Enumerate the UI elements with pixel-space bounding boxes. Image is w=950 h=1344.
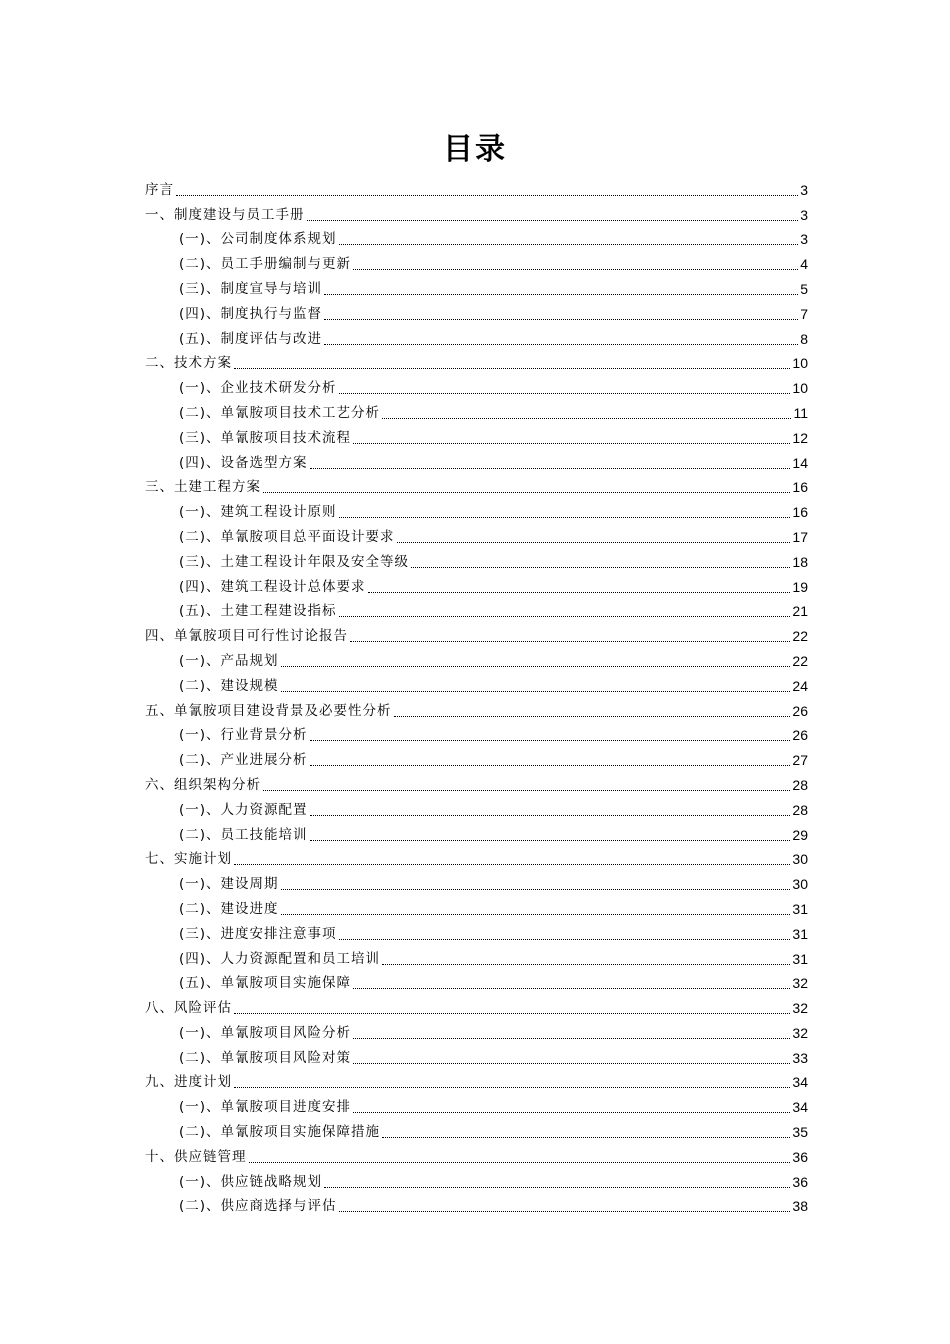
- toc-dot-leader: [339, 517, 791, 518]
- toc-section-entry[interactable]: [145, 744, 808, 769]
- toc-section-entry[interactable]: [145, 496, 808, 521]
- toc-entry-label: (一)、人力资源配置: [179, 801, 308, 818]
- toc-chapter-entry[interactable]: [145, 844, 808, 869]
- toc-dot-leader: [353, 1063, 790, 1064]
- toc-entry-label: (一)、建设周期: [179, 876, 279, 893]
- toc-chapter-entry[interactable]: [145, 992, 808, 1017]
- toc-entry-label: (二)、单氰胺项目实施保障措施: [179, 1124, 381, 1141]
- toc-entry-label: (二)、产业进展分析: [179, 752, 308, 769]
- toc-entry-label: (一)、供应链战略规划: [179, 1173, 323, 1190]
- toc-entry-page-number: 28: [792, 776, 808, 793]
- toc-section-entry[interactable]: [145, 521, 808, 546]
- toc-section-entry[interactable]: [145, 372, 808, 397]
- toc-entry-page-number: 10: [792, 380, 808, 397]
- toc-dot-leader: [249, 1162, 791, 1163]
- toc-entry-page-number: 5: [800, 280, 808, 297]
- toc-dot-leader: [263, 492, 790, 493]
- toc-entry-label: (四)、人力资源配置和员工培训: [179, 950, 381, 967]
- toc-section-entry[interactable]: [145, 1166, 808, 1191]
- toc-dot-leader: [339, 939, 791, 940]
- toc-entry-page-number: 33: [792, 1049, 808, 1066]
- toc-dot-leader: [382, 1137, 790, 1138]
- toc-entry-page-number: 16: [792, 504, 808, 521]
- toc-dot-leader: [368, 592, 791, 593]
- toc-entry-page-number: 18: [792, 553, 808, 570]
- toc-dot-leader: [281, 691, 791, 692]
- toc-entry-label: (五)、单氰胺项目实施保障: [179, 975, 352, 992]
- toc-entry-page-number: 22: [792, 628, 808, 645]
- toc-entry-label: (一)、建筑工程设计原则: [179, 504, 337, 521]
- toc-entry-label: (二)、单氰胺项目风险对策: [179, 1049, 352, 1066]
- toc-entry-label: (一)、企业技术研发分析: [179, 380, 337, 397]
- toc-entry-page-number: 28: [792, 801, 808, 818]
- toc-entry-page-number: 3: [800, 231, 808, 248]
- toc-dot-leader: [353, 1038, 790, 1039]
- toc-dot-leader: [176, 195, 798, 196]
- toc-dot-leader: [234, 864, 790, 865]
- toc-section-entry[interactable]: [145, 571, 808, 596]
- toc-entry-page-number: 30: [792, 876, 808, 893]
- toc-entry-page-number: 29: [792, 826, 808, 843]
- toc-entry-page-number: 14: [792, 454, 808, 471]
- toc-entry-label: (二)、员工技能培训: [179, 826, 308, 843]
- toc-section-entry[interactable]: [145, 224, 808, 249]
- toc-dot-leader: [234, 1013, 790, 1014]
- toc-dot-leader: [310, 468, 791, 469]
- toc-entry-label: (一)、公司制度体系规划: [179, 231, 337, 248]
- toc-dot-leader: [339, 393, 791, 394]
- toc-section-entry[interactable]: [145, 422, 808, 447]
- toc-entry-page-number: 22: [792, 652, 808, 669]
- toc-entry-page-number: 21: [792, 603, 808, 620]
- toc-entry-page-number: 12: [792, 429, 808, 446]
- toc-entry-page-number: 11: [793, 404, 808, 421]
- toc-entry-label: 七、实施计划: [145, 851, 232, 868]
- toc-entry-label: (一)、单氰胺项目进度安排: [179, 1099, 352, 1116]
- toc-section-entry[interactable]: [145, 1042, 808, 1067]
- toc-dot-leader: [353, 988, 790, 989]
- toc-dot-leader: [350, 641, 790, 642]
- toc-section-entry[interactable]: [145, 1116, 808, 1141]
- toc-section-entry[interactable]: [145, 323, 808, 348]
- toc-entry-label: 五、单氰胺项目建设背景及必要性分析: [145, 702, 392, 719]
- toc-entry-label: 四、单氰胺项目可行性讨论报告: [145, 628, 348, 645]
- toc-entry-label: (五)、土建工程建设指标: [179, 603, 337, 620]
- toc-section-entry[interactable]: [145, 819, 808, 844]
- toc-entry-page-number: 4: [800, 256, 808, 273]
- toc-section-entry[interactable]: [145, 943, 808, 968]
- toc-entry-label: (二)、单氰胺项目技术工艺分析: [179, 404, 381, 421]
- toc-entry-label: (二)、建设规模: [179, 677, 279, 694]
- toc-dot-leader: [353, 443, 790, 444]
- toc-dot-leader: [353, 1112, 790, 1113]
- toc-entry-page-number: 16: [792, 479, 808, 496]
- toc-section-entry[interactable]: [145, 546, 808, 571]
- toc-dot-leader: [394, 716, 791, 717]
- toc-dot-leader: [307, 220, 799, 221]
- toc-section-entry[interactable]: [145, 596, 808, 621]
- toc-chapter-entry[interactable]: [145, 695, 808, 720]
- toc-entry-page-number: 30: [792, 851, 808, 868]
- toc-entry-page-number: 26: [792, 727, 808, 744]
- toc-dot-leader: [310, 740, 791, 741]
- toc-entry-page-number: 31: [792, 900, 808, 917]
- toc-dot-leader: [339, 244, 799, 245]
- toc-chapter-entry[interactable]: [145, 174, 808, 199]
- toc-chapter-entry[interactable]: [145, 1067, 808, 1092]
- toc-entry-page-number: 19: [792, 578, 808, 595]
- toc-entry-page-number: 24: [792, 677, 808, 694]
- toc-dot-leader: [234, 368, 790, 369]
- toc-entry-page-number: 34: [792, 1074, 808, 1091]
- toc-entry-label: 九、进度计划: [145, 1074, 232, 1091]
- toc-entry-page-number: 32: [792, 1000, 808, 1017]
- toc-entry-page-number: 3: [800, 206, 808, 223]
- toc-chapter-entry[interactable]: [145, 1141, 808, 1166]
- toc-entry-page-number: 32: [792, 975, 808, 992]
- toc-entry-label: 八、风险评估: [145, 1000, 232, 1017]
- toc-section-entry[interactable]: [145, 1191, 808, 1216]
- toc-entry-page-number: 36: [792, 1173, 808, 1190]
- toc-entry-page-number: 38: [792, 1198, 808, 1215]
- toc-entry-label: (五)、制度评估与改进: [179, 330, 323, 347]
- toc-dot-leader: [310, 815, 791, 816]
- toc-chapter-entry[interactable]: [145, 472, 808, 497]
- toc-section-entry[interactable]: [145, 794, 808, 819]
- toc-entry-page-number: 7: [800, 305, 808, 322]
- toc-entry-page-number: 10: [792, 355, 808, 372]
- toc-dot-leader: [324, 1187, 790, 1188]
- toc-entry-label: (二)、供应商选择与评估: [179, 1198, 337, 1215]
- toc-entry-label: (四)、制度执行与监督: [179, 305, 323, 322]
- toc-section-entry[interactable]: [145, 645, 808, 670]
- toc-entry-label: 六、组织架构分析: [145, 776, 261, 793]
- toc-entry-label: (二)、建设进度: [179, 900, 279, 917]
- toc-dot-leader: [411, 567, 790, 568]
- toc-entry-label: (二)、单氰胺项目总平面设计要求: [179, 528, 395, 545]
- toc-section-entry[interactable]: [145, 447, 808, 472]
- toc-section-entry[interactable]: [145, 868, 808, 893]
- toc-entry-page-number: 32: [792, 1024, 808, 1041]
- toc-section-entry[interactable]: [145, 720, 808, 745]
- toc-entry-label: (三)、单氰胺项目技术流程: [179, 429, 352, 446]
- page-title: 目录: [443, 132, 507, 167]
- toc-chapter-entry[interactable]: [145, 348, 808, 373]
- toc-entry-page-number: 31: [792, 925, 808, 942]
- toc-dot-leader: [310, 765, 791, 766]
- toc-entry-label: 三、土建工程方案: [145, 479, 261, 496]
- toc-dot-leader: [382, 964, 790, 965]
- toc-entry-page-number: 26: [792, 702, 808, 719]
- toc-dot-leader: [281, 666, 791, 667]
- toc-entry-label: (四)、建筑工程设计总体要求: [179, 578, 366, 595]
- toc-chapter-entry[interactable]: [145, 620, 808, 645]
- toc-dot-leader: [339, 616, 791, 617]
- toc-section-entry[interactable]: [145, 248, 808, 273]
- toc-entry-page-number: 31: [792, 950, 808, 967]
- toc-entry-label: (一)、单氰胺项目风险分析: [179, 1024, 352, 1041]
- toc-chapter-entry[interactable]: [145, 769, 808, 794]
- toc-entry-label: 十、供应链管理: [145, 1148, 247, 1165]
- toc-entry-page-number: 27: [792, 752, 808, 769]
- toc-section-entry[interactable]: [145, 918, 808, 943]
- toc-section-entry[interactable]: [145, 273, 808, 298]
- toc-dot-leader: [234, 1087, 790, 1088]
- toc-chapter-entry[interactable]: [145, 199, 808, 224]
- toc-dot-leader: [339, 1211, 791, 1212]
- toc-entry-label: (三)、进度安排注意事项: [179, 925, 337, 942]
- toc-dot-leader: [324, 344, 798, 345]
- toc-entry-label: (一)、行业背景分析: [179, 727, 308, 744]
- toc-entry-page-number: 17: [792, 528, 808, 545]
- toc-dot-leader: [382, 418, 791, 419]
- toc-dot-leader: [281, 914, 791, 915]
- toc-section-entry[interactable]: [145, 968, 808, 993]
- toc-dot-leader: [353, 269, 798, 270]
- toc-section-entry[interactable]: [145, 1091, 808, 1116]
- toc-section-entry[interactable]: [145, 670, 808, 695]
- toc-dot-leader: [281, 889, 791, 890]
- toc-dot-leader: [324, 319, 798, 320]
- toc-entry-label: (一)、产品规划: [179, 652, 279, 669]
- toc-entry-page-number: 36: [792, 1148, 808, 1165]
- toc-section-entry[interactable]: [145, 298, 808, 323]
- table-of-contents: [145, 174, 808, 1215]
- toc-entry-label: (三)、土建工程设计年限及安全等级: [179, 553, 410, 570]
- toc-entry-label: 一、制度建设与员工手册: [145, 206, 305, 223]
- toc-entry-label: 序言: [145, 181, 174, 198]
- toc-dot-leader: [310, 840, 791, 841]
- toc-entry-label: (四)、设备选型方案: [179, 454, 308, 471]
- toc-entry-page-number: 34: [792, 1099, 808, 1116]
- toc-entry-label: 二、技术方案: [145, 355, 232, 372]
- toc-entry-page-number: 35: [792, 1124, 808, 1141]
- toc-entry-label: (三)、制度宣导与培训: [179, 280, 323, 297]
- toc-dot-leader: [397, 542, 791, 543]
- toc-section-entry[interactable]: [145, 397, 808, 422]
- toc-dot-leader: [324, 294, 798, 295]
- toc-entry-label: (二)、员工手册编制与更新: [179, 256, 352, 273]
- toc-entry-page-number: 8: [800, 330, 808, 347]
- toc-section-entry[interactable]: [145, 893, 808, 918]
- toc-section-entry[interactable]: [145, 1017, 808, 1042]
- toc-dot-leader: [263, 790, 790, 791]
- toc-entry-page-number: 3: [800, 181, 808, 198]
